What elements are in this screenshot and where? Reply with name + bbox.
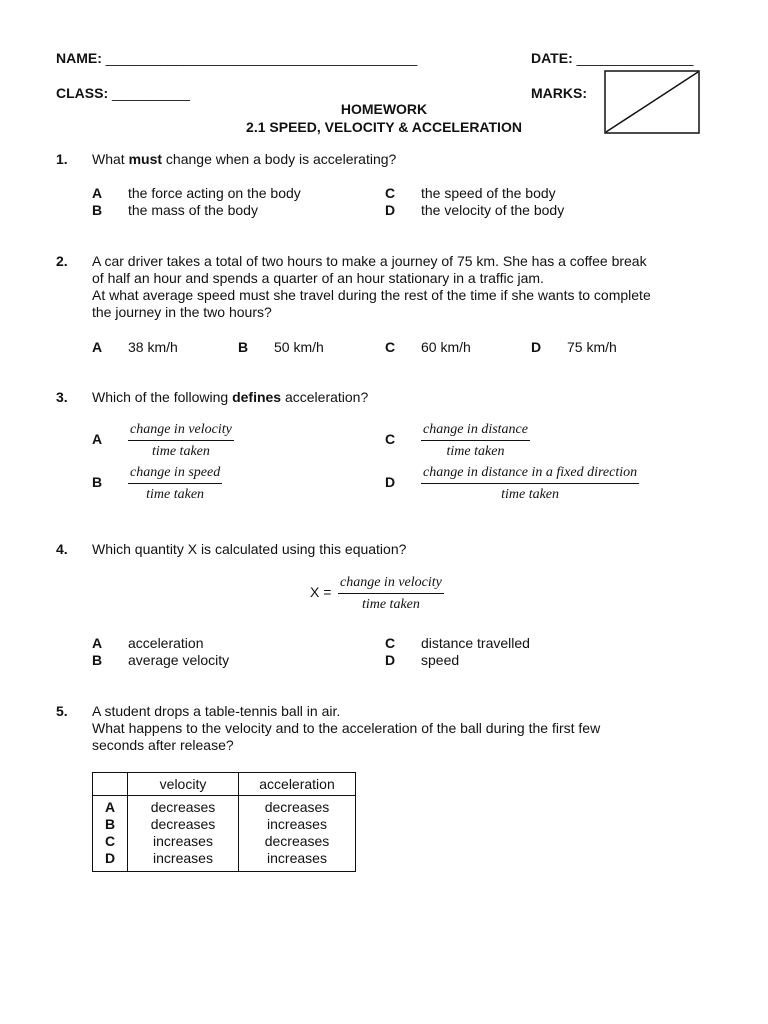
table-body [93,796,356,872]
date-field [531,50,693,66]
q1-text [92,151,396,167]
name-field [56,50,417,66]
table-acceleration-cell [239,796,356,872]
table-header-acceleration: acceleration [239,773,356,796]
q4-number: 4. [56,541,68,557]
q3-number: 3. [56,389,68,405]
page-title: HOMEWORK [340,101,428,117]
q1-option-a-text: the force acting on the body [128,185,301,201]
q3-option-c-letter: C [385,431,396,447]
q1-option-d-text: the velocity of the body [421,202,565,218]
table-header-velocity: velocity [128,773,239,796]
marks-label: MARKS: [531,85,587,101]
q1-text-post: change when a body is accelerating? [162,151,397,167]
q3-option-d-letter: D [385,474,396,490]
q4-equation-numerator: change in velocity [338,575,444,594]
q4-text: Which quantity X is calculated using this equation? [92,541,407,557]
q1-number: 1. [56,151,68,167]
q2-option-c-letter: C [385,339,396,355]
q3-option-a-numerator: change in velocity [128,422,234,441]
q2-option-d-letter: D [531,339,542,355]
q1-option-b-letter: B [92,202,103,218]
q2-line-4: the journey in the two hours? [92,304,272,320]
class-line: __________ [112,85,190,101]
q3-option-c-numerator: change in distance [421,422,530,441]
name-line: ________________________________________ [105,50,418,66]
table-velocity-cell [128,796,239,872]
date-line: _______________ [576,50,694,66]
q4-option-c-letter: C [385,635,396,651]
page-subtitle: 2.1 SPEED, VELOCITY & ACCELERATION [246,119,522,135]
q5-line-2: What happens to the velocity and to the acceleration of the ball during the first few [92,720,601,736]
class-field [56,85,190,101]
q3-option-b-letter: B [92,474,103,490]
q1-option-b-text: the mass of the body [128,202,258,218]
q2-option-b-letter: B [238,339,249,355]
table-row-b-letter: B [104,816,116,832]
q1-option-a-letter: A [92,185,103,201]
table-row-d-velocity: increases [153,850,213,866]
q3-option-a-fraction [128,422,234,461]
q3-option-c-denominator: time taken [446,444,505,459]
q3-option-d-fraction [421,465,639,504]
q5-line-3: seconds after release? [92,737,234,753]
q4-equation-denominator: time taken [361,597,420,612]
q3-text-bold: defines [232,389,282,405]
q3-option-b-denominator: time taken [146,487,205,502]
date-label: DATE: [531,50,573,66]
table-row-d-acceleration: increases [267,850,327,866]
q4-option-d-letter: D [385,652,396,668]
q2-option-a-text: 38 km/h [128,339,178,355]
q5-options-table [92,772,356,872]
q1-option-c-letter: C [385,185,396,201]
table-row-a-acceleration: decreases [264,799,330,815]
q4-equation-fraction [338,575,444,614]
q2-option-b-text: 50 km/h [274,339,324,355]
q1-option-c-text: the speed of the body [421,185,556,201]
table-row-d-letter: D [104,850,116,866]
q5-number: 5. [56,703,68,719]
q4-equation-lhs: X = [310,584,332,600]
q4-option-b-text: average velocity [128,652,230,668]
q1-text-pre: What [92,151,129,167]
table-row-b-acceleration: increases [267,816,327,832]
table-row-a-letter: A [104,799,116,815]
q4-option-d-text: speed [421,652,460,668]
q3-option-c-fraction [421,422,530,461]
q3-text-pre: Which of the following [92,389,233,405]
class-label: CLASS: [56,85,109,101]
q3-option-a-letter: A [92,431,103,447]
q3-option-a-denominator: time taken [151,444,210,459]
q3-option-b-fraction [128,465,222,504]
table-row-c-letter: C [104,833,116,849]
q3-option-d-numerator: change in distance in a fixed direction [421,465,639,484]
q2-line-3: At what average speed must she travel during the rest of the time if she wants to complete [92,287,651,303]
q1-option-d-letter: D [385,202,396,218]
q3-text-post: acceleration? [281,389,369,405]
name-label: NAME: [56,50,102,66]
table-row-c-velocity: increases [153,833,213,849]
table-letters-cell [93,796,128,872]
table-row-a-velocity: decreases [150,799,216,815]
q4-option-a-text: acceleration [128,635,204,651]
q2-option-a-letter: A [92,339,103,355]
table-row-c-acceleration: decreases [264,833,330,849]
q2-line-2: of half an hour and spends a quarter of an hour stationary in a traffic jam. [92,270,544,286]
q5-line-1: A student drops a table-tennis ball in air. [92,703,341,719]
q1-text-bold: must [128,151,163,167]
q3-text [92,389,368,405]
q2-option-c-text: 60 km/h [421,339,471,355]
q2-option-d-text: 75 km/h [567,339,617,355]
q4-option-c-text: distance travelled [421,635,530,651]
q4-option-a-letter: A [92,635,103,651]
q3-option-b-numerator: change in speed [128,465,222,484]
q2-number: 2. [56,253,68,269]
table-header-blank [93,773,128,796]
q2-line-1: A car driver takes a total of two hours to make a journey of 75 km. She has a coffee break [92,253,647,269]
q4-option-b-letter: B [92,652,103,668]
q3-option-d-denominator: time taken [501,487,560,502]
table-header-row [93,773,356,796]
table-row-b-velocity: decreases [150,816,216,832]
